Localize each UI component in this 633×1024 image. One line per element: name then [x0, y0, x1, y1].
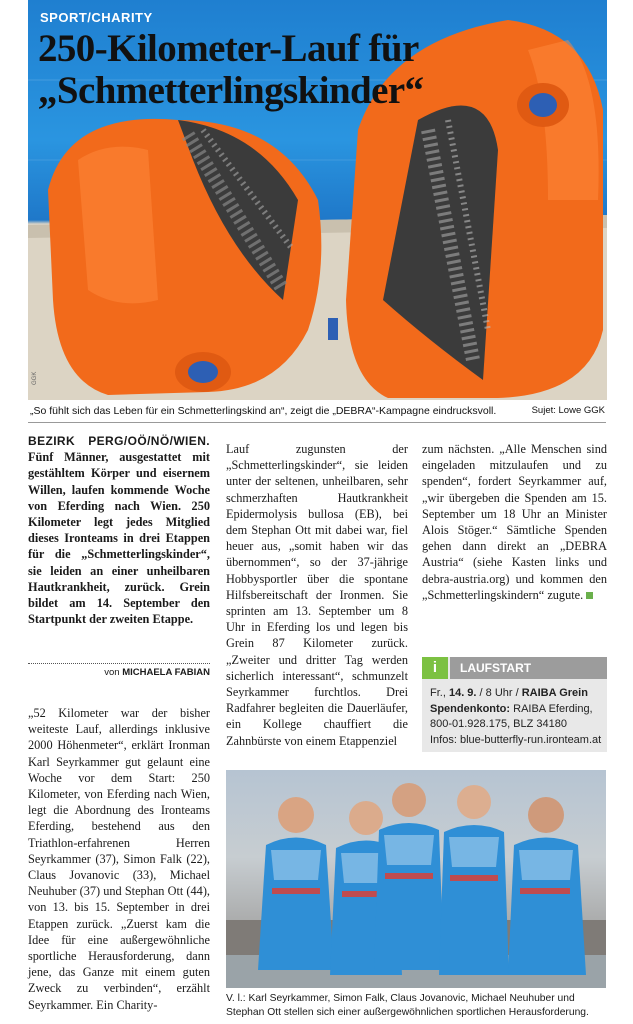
info-line-website: Infos: blue-butterfly-run.ironteam.at — [430, 733, 602, 746]
info-box-body — [430, 686, 605, 748]
divider — [28, 422, 606, 423]
image-credit: Sujet: Lowe GGK — [531, 405, 605, 416]
runner-5 — [508, 797, 586, 975]
column-2-text: Lauf zugunsten der „Schmetterlingskinder“, sie leiden unter der seltenen, unheilbaren, sehr schmerzhaften Hautkrankheit Epidermolysis bullosa (EB), bei dem Stephan Ott mit dabei war, fiel heuer aus, „somit haben wir das übernommen“, so der 37-jährige Hobbysportler über die spontane Hilfsbereitschaft der Ironmen. Sie sprinten am 13. September um 8 Uhr in Eferding los und legen bis Grein 87 Kilometer zurück. „Zweiter und dritter Tag werden sicherlich interessant“, schmunzelt Seyrkammer furchtlos. Drei Radfahrer begleiten die Dauerläufer, ein Kollege chauffiert die Zahnbürste von einem Etappenziel — [226, 442, 408, 748]
info-line-start: Fr., 14. 9. / 8 Uhr / RAIBA Grein — [430, 687, 588, 699]
byline — [28, 667, 210, 678]
column-1-body — [28, 705, 210, 1013]
headline-line-2: „Schmetterlingskinder“ — [38, 69, 424, 112]
column-1-lead — [28, 433, 210, 627]
column-2-body — [226, 441, 408, 749]
team-illustration — [226, 770, 606, 988]
byline-prefix: von — [104, 667, 120, 678]
info-line-account: Spendenkonto: RAIBA Eferding, — [430, 702, 593, 715]
info-icon: i — [422, 657, 448, 679]
headline — [38, 28, 598, 112]
column-3-text: zum nächsten. „Alle Menschen sind eingeladen mitzulaufen und zu spenden“, fordert Seyrkammer auf, „wir übergeben die Spenden am 15. September um 18 Uhr an Minister Alois Stöger.“ Sämtliche Spenden gehen dann direkt an „DEBRA Austria“ (siehe Kasten links und debra-austria.org) und kommen den „Schmetterlingskindern“ zugute. — [422, 442, 607, 602]
left-armband — [48, 119, 321, 395]
info-box — [422, 657, 607, 752]
runner-4 — [439, 785, 509, 975]
section-kicker: SPORT/CHARITY — [40, 10, 153, 25]
end-mark-icon — [586, 592, 593, 599]
team-photo — [226, 770, 606, 988]
column-1-text: „52 Kilometer war der bisher weiteste Lauf, allerdings inklusive 2000 Höhenmeter“, erklärt Ironman Karl Seyrkammer gut gelaunt eine Woche vor dem Start: 250 Kilometer, von Eferding nach Wien, legt die Abordnung des Ironteams Eferding, bestehend aus den Triathlon-erfahrenen Herren Seyrkammer (37), Simon Falk (22), Claus Jovanovic (33), Michael Neuhuber (37) und Stephan Ott (44), von 13. bis 15. September in drei Etappen zurück. „Zuerst kam die Idee für eine außergewöhnliche sportliche Herausforderung, dann jene, das Ganze mit einem guten Zweck zu verbinden“, erzählt Seyrkammer. Ein Charity- — [28, 706, 210, 1012]
dateline: BEZIRK PERG/OÖ/NÖ/WIEN. — [28, 434, 210, 448]
lead-paragraph: Fünf Männer, ausgestattet mit gestähltem Körper und eisernem Willen, laufen kommende Woche von Eferding nach Wien. 250 Kilometer legt jedes Mitglied dieses Ironteams in drei Etappen für die „Schmetterlingskinder“, sie leiden an einer unheilbaren Hautkrankheit, zurück. Grein bildet am 14. September den Startpunkt der zweiten Etappe. — [28, 450, 210, 627]
headline-line-1: 250-Kilometer-Lauf für — [38, 27, 419, 70]
info-box-title: LAUFSTART — [450, 657, 607, 679]
byline-author: MICHAELA FABIAN — [122, 667, 210, 678]
runner-1 — [258, 797, 334, 970]
photo-caption: V. l.: Karl Seyrkammer, Simon Falk, Claus Jovanovic, Michael Neuhuber und Stephan Ott stellen sich einer außergewöhnlichen sportlichen Herausforderung. — [226, 993, 589, 1018]
image-watermark: GGK — [32, 371, 38, 385]
byline-divider — [28, 663, 210, 664]
runner-3 — [374, 783, 444, 970]
image-caption-text: „So fühlt sich das Leben für ein Schmetterlingskind an“, zeigt die „DEBRA“-Kampagne eindrucksvoll. — [30, 405, 497, 417]
image-caption — [30, 405, 605, 417]
column-3-body — [422, 441, 607, 603]
info-line-account-number: 800-01.928.175, BLZ 34180 — [430, 718, 568, 730]
